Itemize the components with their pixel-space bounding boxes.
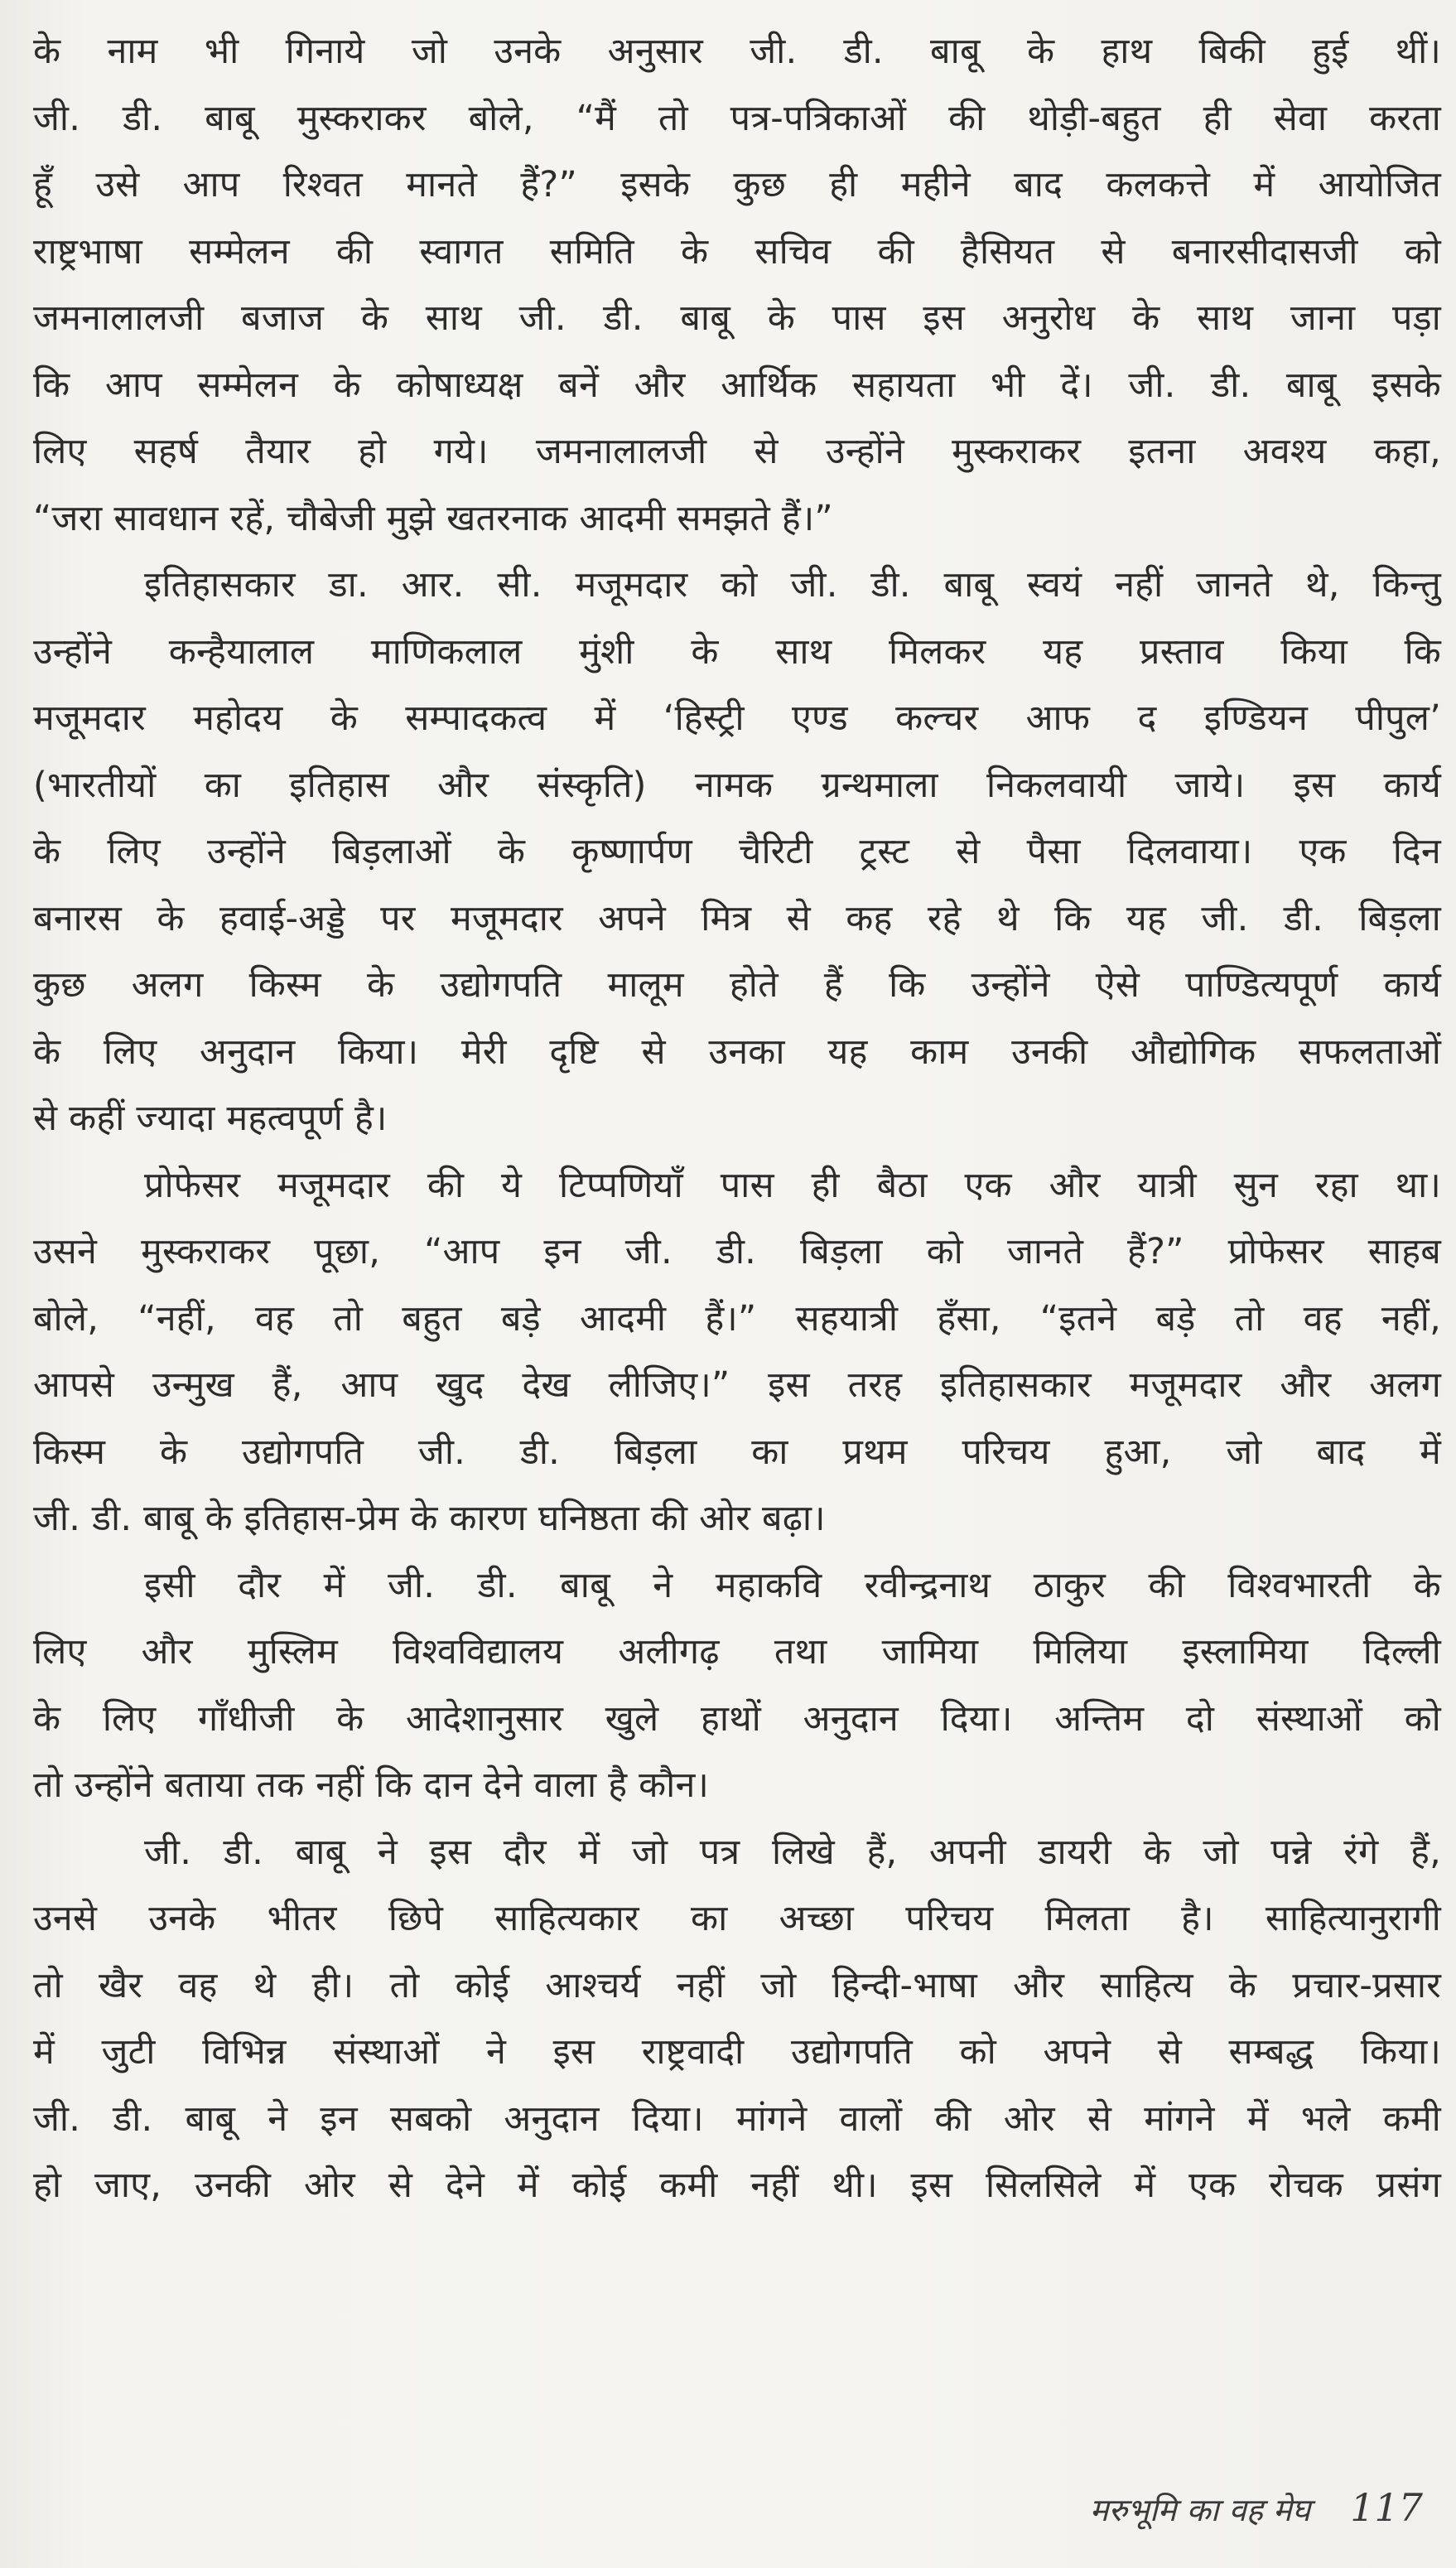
text-line: बनारस के हवाई-अड्डे पर मजूमदार अपने मित्र से कह रहे थे कि यह जी. डी. बिड़ला	[33, 897, 1441, 939]
text-line: लिए सहर्ष तैयार हो गये। जमनालालजी से उन्होंने मुस्कराकर इतना अवश्य कहा,	[33, 431, 1441, 472]
text-line: के नाम भी गिनाये जो उनके अनुसार जी. डी. बाबू के हाथ बिकी हुई थीं।	[33, 31, 1441, 72]
text-line: बोले, “नहीं, वह तो बहुत बड़े आदमी हैं।” सहयात्री हँसा, “इतने बड़े तो वह नहीं,	[33, 1297, 1441, 1340]
text-line: “जरा सावधान रहें, चौबेजी मुझे खतरनाक आदमी समझते हैं।”	[33, 497, 833, 539]
running-title: मरुभूमि का वह मेघ	[1089, 2492, 1311, 2528]
text-line: उसने मुस्कराकर पूछा, “आप इन जी. डी. बिड़ला को जानते हैं?” प्रोफेसर साहब	[33, 1231, 1441, 1272]
text-line: आपसे उन्मुख हैं, आप खुद देख लीजिए।” इस तरह इतिहासकार मजूमदार और अलग	[33, 1364, 1441, 1406]
text-line: उन्होंने कन्हैयालाल माणिकलाल मुंशी के साथ मिलकर यह प्रस्ताव किया कि	[33, 630, 1441, 673]
text-line: में जुटी विभिन्न संस्थाओं ने इस राष्ट्रवादी उद्योगपति को अपने से सम्बद्ध किया।	[33, 2031, 1441, 2073]
text-line: कि आप सम्मेलन के कोषाध्यक्ष बनें और आर्थिक सहायता भी दें। जी. डी. बाबू इसके	[33, 364, 1441, 406]
text-line: लिए और मुस्लिम विश्वविद्यालय अलीगढ़ तथा जामिया मिलिया इस्लामिया दिल्ली	[33, 1631, 1441, 1673]
text-line: से कहीं ज्यादा महत्वपूर्ण है।	[33, 1098, 388, 1139]
page-footer	[1090, 2485, 1423, 2535]
page-number: 117	[1350, 2485, 1423, 2530]
body-text	[33, 18, 1441, 2219]
text-line: हो जाए, उनकी ओर से देने में कोई कमी नहीं थी। इस सिलसिले में एक रोचक प्रसंग	[33, 2165, 1441, 2206]
paragraph-start-line: प्रोफेसर मजूमदार की ये टिप्पणियाँ पास ही बैठा एक और यात्री सुन रहा था।	[144, 1164, 1441, 1206]
text-line: के लिए उन्होंने बिड़लाओं के कृष्णार्पण चैरिटी ट्रस्ट से पैसा दिलवाया। एक दिन	[33, 831, 1441, 872]
text-line: के लिए गाँधीजी के आदेशानुसार खुले हाथों अनुदान दिया। अन्तिम दो संस्थाओं को	[33, 1697, 1441, 1740]
text-line: जी. डी. बाबू ने इन सबको अनुदान दिया। मांगने वालों की ओर से मांगने में भले कमी	[33, 2097, 1441, 2140]
paragraph-start-line: इतिहासकार डा. आर. सी. मजूमदार को जी. डी. बाबू स्वयं नहीं जानते थे, किन्तु	[144, 564, 1441, 606]
text-line: जमनालालजी बजाज के साथ जी. डी. बाबू के पास इस अनुरोध के साथ जाना पड़ा	[33, 297, 1441, 339]
text-line: के लिए अनुदान किया। मेरी दृष्टि से उनका यह काम उनकी औद्योगिक सफलताओं	[33, 1031, 1441, 1073]
paragraph-start-line: इसी दौर में जी. डी. बाबू ने महाकवि रवीन्द्रनाथ ठाकुर की विश्वभारती के	[144, 1564, 1441, 1606]
text-line: (भारतीयों का इतिहास और संस्कृति) नामक ग्रन्थमाला निकलवायी जाये। इस कार्य	[33, 764, 1441, 806]
text-line: तो उन्होंने बताया तक नहीं कि दान देने वाला है कौन।	[33, 1764, 710, 1806]
text-line: उनसे उनके भीतर छिपे साहित्यकार का अच्छा परिचय मिलता है। साहित्यानुरागी	[33, 1898, 1441, 1939]
text-line: जी. डी. बाबू मुस्कराकर बोले, “मैं तो पत्र-पत्रिकाओं की थोड़ी-बहुत ही सेवा करता	[33, 97, 1441, 139]
text-line: राष्ट्रभाषा सम्मेलन की स्वागत समिति के सचिव की हैसियत से बनारसीदासजी को	[33, 230, 1441, 273]
text-line: तो खैर वह थे ही। तो कोई आश्चर्य नहीं जो हिन्दी-भाषा और साहित्य के प्रचार-प्रसार	[33, 1964, 1441, 2006]
text-line: मजूमदार महोदय के सम्पादकत्व में ‘हिस्ट्री एण्ड कल्चर आफ द इण्डियन पीपुल’	[33, 698, 1441, 739]
text-line: कुछ अलग किस्म के उद्योगपति मालूम होते हैं कि उन्होंने ऐसे पाण्डित्यपूर्ण कार्य	[33, 964, 1441, 1006]
text-line: हूँ उसे आप रिश्वत मानते हैं?” इसके कुछ ही महीने बाद कलकत्ते में आयोजित	[33, 164, 1441, 205]
paragraph-start-line: जी. डी. बाबू ने इस दौर में जो पत्र लिखे हैं, अपनी डायरी के जो पन्ने रंगे हैं,	[144, 1831, 1441, 1873]
text-line: जी. डी. बाबू के इतिहास-प्रेम के कारण घनिष्ठता की ओर बढ़ा।	[33, 1498, 826, 1539]
text-line: किस्म के उद्योगपति जी. डी. बिड़ला का प्रथम परिचय हुआ, जो बाद में	[33, 1431, 1441, 1473]
